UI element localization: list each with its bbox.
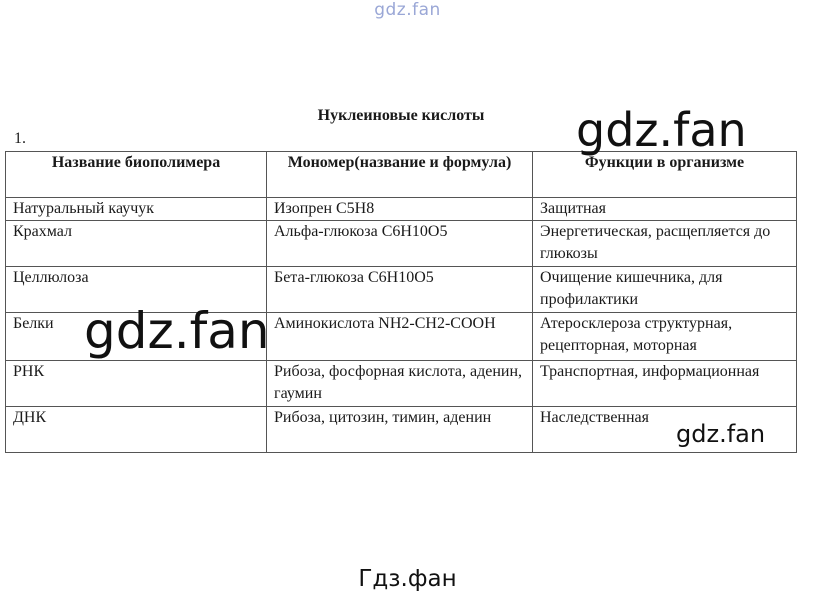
cell-function: Очищение кишечника, для профилактики: [533, 267, 797, 313]
cell-monomer: Рибоза, цитозин, тимин, аденин: [267, 407, 533, 453]
watermark-bottom: Гдз.фан: [358, 566, 457, 592]
document-title: Нуклеиновые кислоты: [317, 107, 485, 124]
cell-monomer: Изопрен C5H8: [267, 198, 533, 221]
cell-monomer: Бета-глюкоза C6H10O5: [267, 267, 533, 313]
table-row: [6, 198, 797, 221]
cell-biopolymer: Белки: [6, 313, 267, 361]
cell-function: Наследственная: [533, 407, 797, 453]
cell-function: Транспортная, информационная: [533, 361, 797, 407]
cell-biopolymer: Натуральный каучук: [6, 198, 267, 221]
header-monomer: Мономер(название и формула): [267, 152, 533, 198]
cell-biopolymer: РНК: [6, 361, 267, 407]
cell-function: Атеросклероза структурная, рецепторная, моторная: [533, 313, 797, 361]
watermark-small-right: gdz.fan: [676, 420, 766, 448]
table-row: [6, 221, 797, 267]
header-functions: Функции в организме: [533, 152, 797, 198]
table-header-row: [6, 152, 797, 198]
watermark-large-top-right: gdz.fan: [576, 103, 747, 157]
table-row: [6, 361, 797, 407]
header-biopolymer-name: Название биополимера: [6, 152, 267, 198]
cell-monomer: Рибоза, фосфорная кислота, аденин, гаумин: [267, 361, 533, 407]
cell-monomer: Альфа-глюкоза C6H10O5: [267, 221, 533, 267]
watermark-large-left: gdz.fan: [84, 302, 270, 360]
task-number: 1.: [14, 130, 26, 147]
cell-biopolymer: Крахмал: [6, 221, 267, 267]
cell-biopolymer: Целлюлоза: [6, 267, 267, 313]
cell-function: Энергетическая, расщепляется до глюкозы: [533, 221, 797, 267]
cell-biopolymer: ДНК: [6, 407, 267, 453]
cell-function: Защитная: [533, 198, 797, 221]
watermark-top: gdz.fan: [374, 0, 441, 20]
cell-monomer: Аминокислота NH2-CH2-COOH: [267, 313, 533, 361]
